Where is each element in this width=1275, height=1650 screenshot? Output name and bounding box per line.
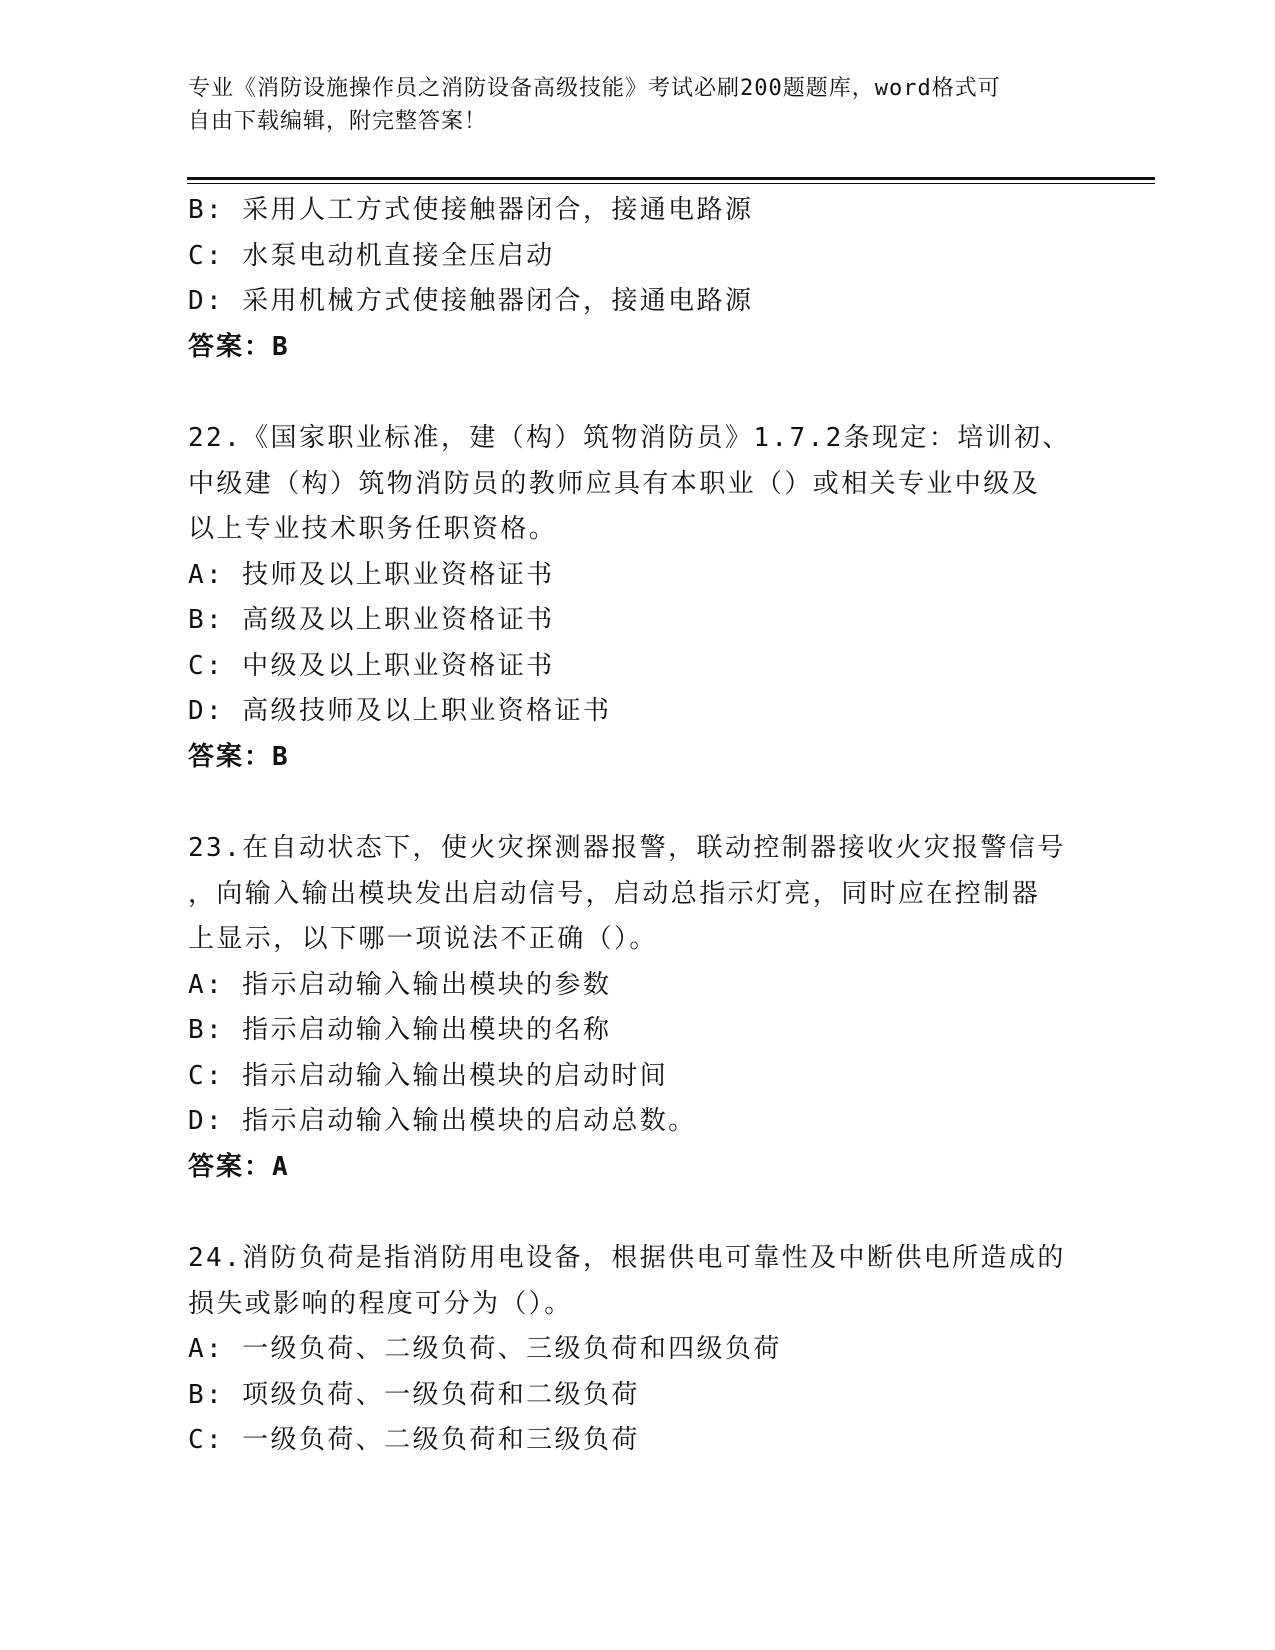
option-c: C: 中级及以上职业资格证书 xyxy=(188,650,555,681)
answer: 答案：B xyxy=(188,331,290,362)
question-stem-line: 24.消防负荷是指消防用电设备，根据供电可靠性及中断供电所造成的 xyxy=(188,1243,1066,1273)
option-b: B: 高级及以上职业资格证书 xyxy=(188,605,555,635)
option-b: B: 采用人工方式使接触器闭合，接通电路源 xyxy=(188,195,754,225)
option-c: C: 一级负荷、二级负荷和三级负荷 xyxy=(188,1425,640,1455)
question-stem-line: 以上专业技术职务任职资格。 xyxy=(188,514,558,544)
header-divider-thin xyxy=(187,183,1155,184)
question-22 xyxy=(188,416,1108,780)
option-d: D: 指示启动输入输出模块的启动总数。 xyxy=(188,1106,697,1136)
option-a: A: 指示启动输入输出模块的参数 xyxy=(188,969,612,1000)
question-stem-line: 中级建（构）筑物消防员的教师应具有本职业（）或相关专业中级及 xyxy=(188,468,1041,499)
option-d: D: 采用机械方式使接触器闭合，接通电路源 xyxy=(188,286,754,316)
header-line-2: 自由下载编辑，附完整答案！ xyxy=(188,109,488,134)
answer: 答案：B xyxy=(188,741,290,772)
option-c: C: 水泵电动机直接全压启动 xyxy=(188,240,555,271)
option-d: D: 高级技师及以上职业资格证书 xyxy=(188,696,612,726)
question-21-tail xyxy=(188,188,1108,370)
question-stem-line: ，向输入输出模块发出启动信号，启动总指示灯亮，同时应在控制器 xyxy=(188,878,1041,909)
header-line-1: 专业《消防设施操作员之消防设备高级技能》考试必刷200题题库，word格式可 xyxy=(188,76,1001,101)
header-divider-thick xyxy=(187,177,1155,180)
option-b: B: 项级负荷、一级负荷和二级负荷 xyxy=(188,1379,640,1410)
page-header xyxy=(188,72,1088,138)
question-spacer xyxy=(188,1190,1108,1236)
option-a: A: 技师及以上职业资格证书 xyxy=(188,559,555,590)
answer: 答案：A xyxy=(188,1151,290,1182)
question-list xyxy=(188,188,1108,1464)
option-c: C: 指示启动输入输出模块的启动时间 xyxy=(188,1060,669,1091)
question-stem-line: 23.在自动状态下，使火灾探测器报警，联动控制器接收火灾报警信号 xyxy=(188,833,1066,863)
option-b: B: 指示启动输入输出模块的名称 xyxy=(188,1015,612,1045)
question-23 xyxy=(188,826,1108,1190)
question-stem-line: 上显示，以下哪一项说法不正确（）。 xyxy=(188,924,658,954)
option-a: A: 一级负荷、二级负荷、三级负荷和四级负荷 xyxy=(188,1334,782,1364)
question-stem-line: 损失或影响的程度可分为（）。 xyxy=(188,1288,573,1319)
question-24 xyxy=(188,1236,1108,1464)
question-stem-line: 22.《国家职业标准，建（构）筑物消防员》1.7.2条现定：培训初、 xyxy=(188,423,1071,453)
question-spacer xyxy=(188,780,1108,826)
question-spacer xyxy=(188,370,1108,416)
